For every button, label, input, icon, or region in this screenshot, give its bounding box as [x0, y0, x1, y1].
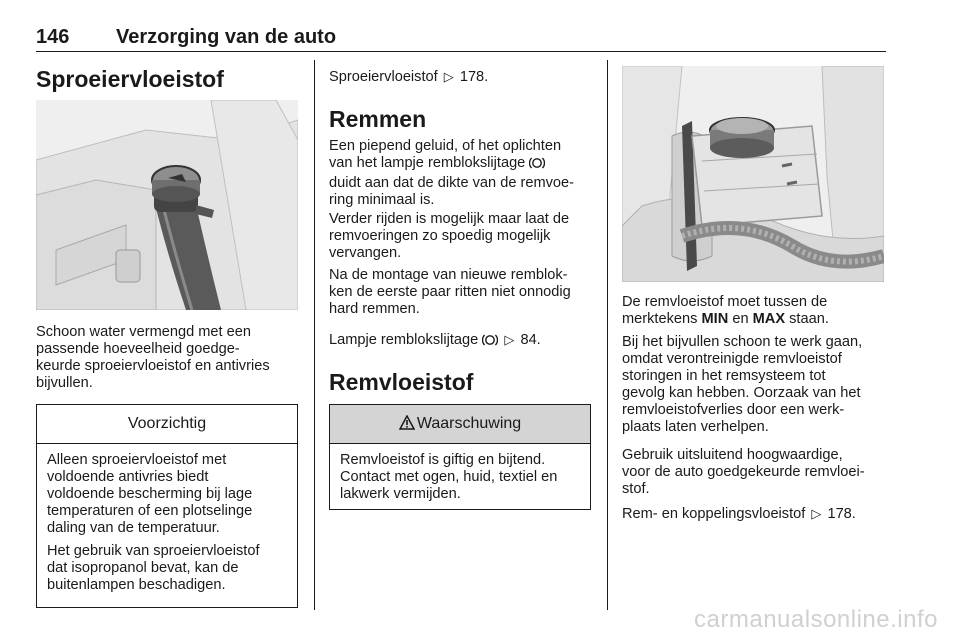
text-line: temperaturen of een plotselinge [47, 503, 253, 519]
reference-text: Rem- en koppelingsvloeistof [622, 506, 806, 522]
brakes-paragraph-3 [329, 267, 599, 318]
reference-text: Sproeiervloeistof [329, 69, 438, 85]
text-line: storingen in het remsysteem tot [622, 368, 826, 384]
page-header [36, 26, 886, 50]
text-fragment: en [732, 311, 749, 327]
washer-fluid-reservoir-illustration [36, 100, 298, 310]
text-line: bijvullen. [36, 375, 93, 391]
brake-fluid-figure [622, 66, 884, 282]
text-line: De remvloeistof moet tussen de [622, 294, 828, 310]
section-heading-brake-fluid: Remvloeistof [329, 369, 474, 395]
column-divider-left [314, 60, 315, 610]
brake-fluid-paragraph-2 [622, 334, 892, 436]
text-line: Alleen sproeiervloeistof met [47, 452, 227, 468]
caution-title: Voorzichtig [37, 405, 297, 444]
running-title: Verzorging van de auto [116, 26, 337, 48]
lamp-reference [329, 331, 599, 352]
reference-text: Lampje remblokslijtage [329, 332, 479, 348]
text-line: stof. [622, 481, 650, 497]
text-line: Na de montage van nieuwe remblok- [329, 267, 568, 283]
max-marker-label: MAX [752, 311, 786, 327]
text-line: Contact met ogen, huid, textiel en [340, 469, 558, 485]
brake-pad-wear-lamp-icon [482, 333, 498, 352]
text-line: duidt aan dat de dikte van de remvoe- [329, 175, 575, 191]
caution-paragraph-2 [47, 543, 287, 594]
text-line: van het lampje remblokslijtage [329, 155, 526, 171]
brakes-paragraph-2 [329, 211, 599, 262]
reference-page[interactable]: 178. [459, 69, 489, 85]
warning-triangle-icon [399, 407, 415, 445]
text-line: Gebruik uitsluitend hoogwaardige, [622, 447, 843, 463]
washer-fluid-figure [36, 100, 298, 310]
reference-arrow-icon: ▷ [504, 332, 515, 347]
text-line: Het gebruik van sproeiervloeistof [47, 543, 260, 559]
reference-page[interactable]: 84. [520, 332, 541, 348]
brakes-paragraph-1 [329, 138, 599, 209]
warning-header [330, 405, 590, 444]
text-line: Een piepend geluid, of het oplichten [329, 138, 562, 154]
brake-fluid-reservoir-illustration [622, 66, 884, 282]
text-line: vervangen. [329, 245, 402, 261]
text-line: voldoende antivries biedt [47, 469, 209, 485]
text-line: ken de eerste paar ritten niet onnodig [329, 284, 571, 300]
text-line: lakwerk vermijden. [340, 486, 461, 502]
text-line: voor de auto goedgekeurde remvloei- [622, 464, 865, 480]
reference-arrow-icon: ▷ [811, 506, 822, 521]
warning-title: Waarschuwing [416, 415, 522, 432]
text-line: keurde sproeiervloeistof en antivries [36, 358, 270, 374]
text-fragment: staan. [789, 311, 829, 327]
text-line: daling van de temperatuur. [47, 520, 220, 536]
brake-pad-wear-lamp-icon [529, 156, 545, 175]
page-number: 146 [36, 26, 70, 48]
text-line: remvoeringen zo spoedig mogelijk [329, 228, 551, 244]
text-line: hard remmen. [329, 301, 420, 317]
text-line: voldoende bescherming bij lage [47, 486, 253, 502]
text-line: dat isopropanol bevat, kan de [47, 560, 239, 576]
caution-paragraph-1 [47, 452, 287, 537]
warning-box [329, 404, 591, 510]
column-divider-right [607, 60, 608, 610]
watermark: carmanualsonline.info [694, 606, 938, 633]
text-line: Bij het bijvullen schoon te werk gaan, [622, 334, 863, 350]
section-heading-washer-fluid: Sproeiervloeistof [36, 66, 224, 92]
washer-fluid-paragraph [36, 324, 306, 392]
section-heading-brakes: Remmen [329, 106, 427, 132]
text-line: gevolg kan hebben. Oorzaak van het [622, 385, 861, 401]
text-line: omdat verontreinigde remvloeistof [622, 351, 842, 367]
text-line: Remvloeistof is giftig en bijtend. [340, 452, 546, 468]
text-line: passende hoeveelheid goedge- [36, 341, 240, 357]
brake-fluid-paragraph-3 [622, 447, 892, 498]
text-fragment: merktekens [622, 311, 698, 327]
text-line: remvloeistofverlies door een werk- [622, 402, 845, 418]
reference-arrow-icon: ▷ [443, 69, 454, 84]
min-marker-label: MIN [701, 311, 729, 327]
washer-fluid-reference [329, 68, 599, 86]
caution-box [36, 404, 298, 608]
reference-page[interactable]: 178. [827, 506, 856, 522]
text-line: Schoon water vermengd met een [36, 324, 251, 340]
text-line: ring minimaal is. [329, 192, 435, 208]
brake-fluid-paragraph-1 [622, 294, 892, 328]
text-line: plaats laten verhelpen. [622, 419, 769, 435]
text-line: buitenlampen beschadigen. [47, 577, 226, 593]
text-line: Verder rijden is mogelijk maar laat de [329, 211, 570, 227]
brake-clutch-fluid-reference [622, 505, 892, 523]
warning-paragraph [340, 452, 580, 503]
header-rule [36, 51, 886, 52]
